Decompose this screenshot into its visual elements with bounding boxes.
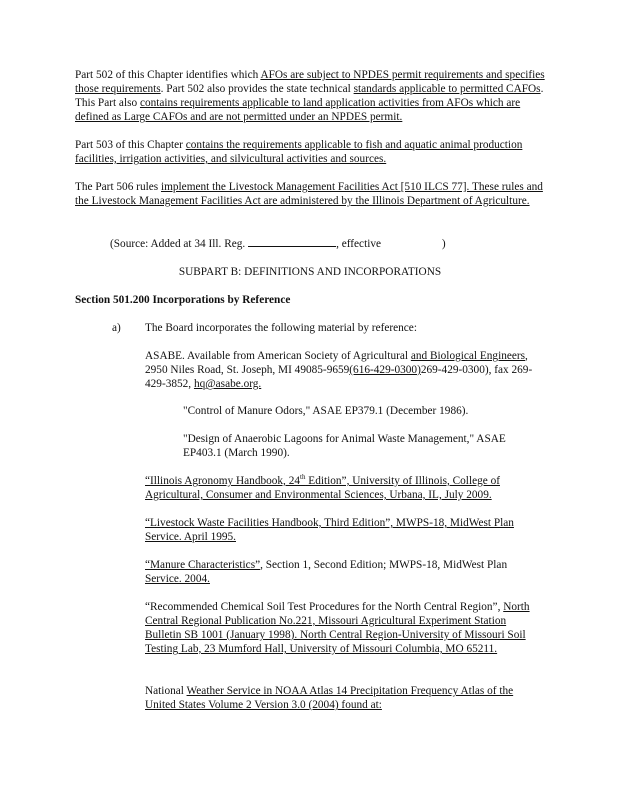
ref-asabe [145,349,545,391]
text: , 2950 Niles Road, St. Joseph, MI 49085-9659 [145,350,528,376]
underlined-text: (616-429-0300) [349,364,421,376]
underlined-text: hq@asabe.org. [193,378,262,390]
ref-asabe-odors: "Control of Manure Odors," ASAE EP379.1 (December 1986). [183,405,469,417]
subpart-heading: SUBPART B: DEFINITIONS AND INCORPORATIONS [178,266,442,278]
underlined-text: Weather Service in NOAA Atlas 14 Precipitation Frequency Atlas of the United States Volume 2 Version 3.0 (2004) found at: [145,685,514,711]
paragraph-part-503 [75,138,545,166]
ref-agronomy-handbook [145,474,545,502]
section-heading: Section 501.200 Incorporations by Reference [75,294,291,306]
text: . Part 502 also provides the state technical [160,83,354,95]
underlined-text: “Manure Characteristics” [145,559,261,571]
underlined-text: contains requirements applicable to land application activities from AFOs which are defined as Large CAFOs and are not permitted under an NPDES permit. [75,97,521,123]
underlined-text: standards applicable to permitted CAFOs [353,83,541,95]
text: Part 503 of this Chapter [75,139,186,151]
item-text: The Board incorporates the following material by reference: [145,322,417,334]
ref-noaa-atlas [145,684,545,712]
paragraph-part-502 [75,68,545,124]
underlined-text: AFOs are subject to NPDES permit requirements and specifies those requirements [75,69,545,95]
ref-soil-test-procedures [145,600,545,656]
ref-livestock-waste-handbook: “Livestock Waste Facilities Handbook, Third Edition”, MWPS-18, MidWest Plan Service. April 1995. [145,517,514,543]
underlined-text: “Illinois Agronomy Handbook, 24th Edition”, University of Illinois, College of Agricultural, Consumer and Environmental Sciences, Urbana, IL, July 2009. [145,473,500,501]
text: (Source: Added at 34 Ill. Reg. [110,238,246,250]
text: Part 502 of this Chapter identifies which [75,69,261,81]
underlined-text: and Biological Engineers [410,350,526,362]
text: . This Part also [75,83,544,109]
text: ASABE. Available from American Society of Agricultural [145,350,411,362]
underlined-text: North Central Regional Publication No.221, Missouri Agricultural Experiment Station Bulletin SB 1001 (January 1998). North Central Region-University of Missouri Soil Testing Lab, 23 Mumford Hall, University of Missouri Columbia, MO 65211. [145,601,530,655]
text: National [145,685,187,697]
paragraph-part-506 [75,180,545,208]
text: “Recommended Chemical Soil Test Procedures for the North Central Region”, [145,601,504,613]
blank-line [248,236,336,247]
ref-manure-characteristics [145,558,545,586]
text: , effective [336,238,382,250]
source-note [110,236,530,251]
underlined-text: implement the Livestock Management Facilities Act [510 ILCS 77]. These rules and the Livestock Management Facilities Act are administered by the Illinois Department of Agriculture. [75,181,543,207]
text: ) [441,238,446,250]
item-label: a) [112,322,121,334]
text: The Part 506 rules [75,181,161,193]
underlined-text: contains the requirements applicable to fish and aquatic animal production facilities, irrigation activities, and silvicultural activities and sources. [75,139,523,165]
text: 269-429-0300), fax 269-429-3852, [145,364,533,390]
text: , Section 1, Second Edition; MWPS-18, MidWest Plan [260,559,508,571]
ref-asabe-lagoons: "Design of Anaerobic Lagoons for Animal Waste Management," ASAE EP403.1 (March 1990). [183,433,506,459]
underlined-text: Service. 2004. [145,573,210,585]
